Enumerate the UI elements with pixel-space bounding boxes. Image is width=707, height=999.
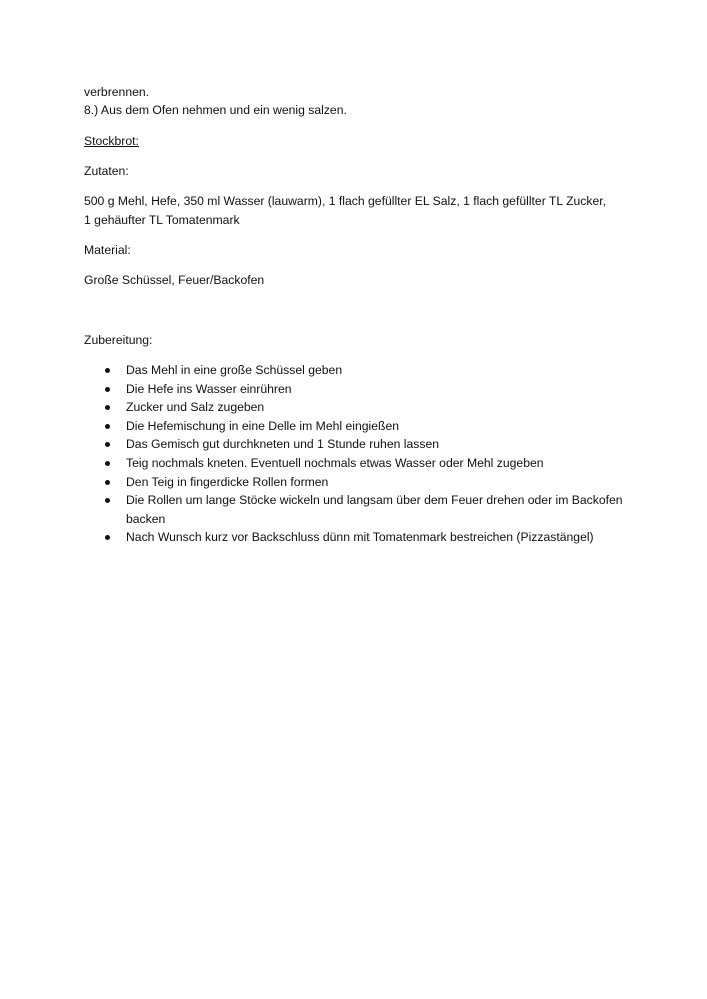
- bullet-icon: [105, 498, 110, 503]
- bullet-icon: [105, 405, 110, 410]
- step-text: Die Hefe ins Wasser einrühren: [126, 381, 292, 396]
- ingredients-text: 500 g Mehl, Hefe, 350 ml Wasser (lauwarm), 1 flach gefüllter EL Salz, 1 flach gefüllter TL Zucker, 1 gehäufter TL Tomatenmark: [84, 194, 607, 227]
- step-text: Das Gemisch gut durchkneten und 1 Stunde ruhen lassen: [126, 437, 440, 452]
- step-text: Nach Wunsch kurz vor Backschluss dünn mit Tomatenmark bestreichen (Pizzastängel): [126, 530, 594, 545]
- list-item: [84, 528, 624, 547]
- bullet-icon: [105, 387, 110, 392]
- list-item: [84, 380, 624, 399]
- list-item: [84, 361, 624, 380]
- step-text: Teig nochmals kneten. Eventuell nochmals etwas Wasser oder Mehl zugeben: [126, 455, 544, 470]
- recipe-title: Stockbrot:: [84, 134, 139, 148]
- step-text: Den Teig in fingerdicke Rollen formen: [126, 474, 329, 489]
- list-item: [84, 435, 624, 454]
- list-item: [84, 454, 624, 473]
- bullet-icon: [105, 368, 110, 373]
- bullet-icon: [105, 461, 110, 466]
- step-text: Das Mehl in eine große Schüssel geben: [126, 363, 343, 377]
- step-text: Zucker und Salz zugeben: [126, 400, 265, 415]
- step-text: Die Hefemischung in eine Delle im Mehl eingießen: [126, 418, 399, 433]
- list-item: [84, 398, 624, 417]
- material-heading: Material:: [84, 243, 131, 257]
- bullet-icon: [105, 480, 110, 485]
- list-item: [84, 417, 624, 436]
- intro-line-2: 8.) Aus dem Ofen nehmen und ein wenig salzen.: [84, 103, 347, 117]
- step-text: Die Rollen um lange Stöcke wickeln und langsam über dem Feuer drehen oder im Backofen backen: [126, 493, 623, 526]
- bullet-icon: [105, 424, 110, 429]
- list-item: [84, 491, 624, 528]
- bullet-icon: [105, 535, 110, 540]
- ingredients-heading: Zutaten:: [84, 164, 129, 178]
- bullet-icon: [105, 442, 110, 447]
- material-text: Große Schüssel, Feuer/Backofen: [84, 273, 265, 287]
- intro-line-1: verbrennen.: [84, 85, 150, 99]
- preparation-steps-list: [84, 361, 624, 547]
- list-item: [84, 473, 624, 492]
- preparation-heading: Zubereitung:: [84, 333, 153, 347]
